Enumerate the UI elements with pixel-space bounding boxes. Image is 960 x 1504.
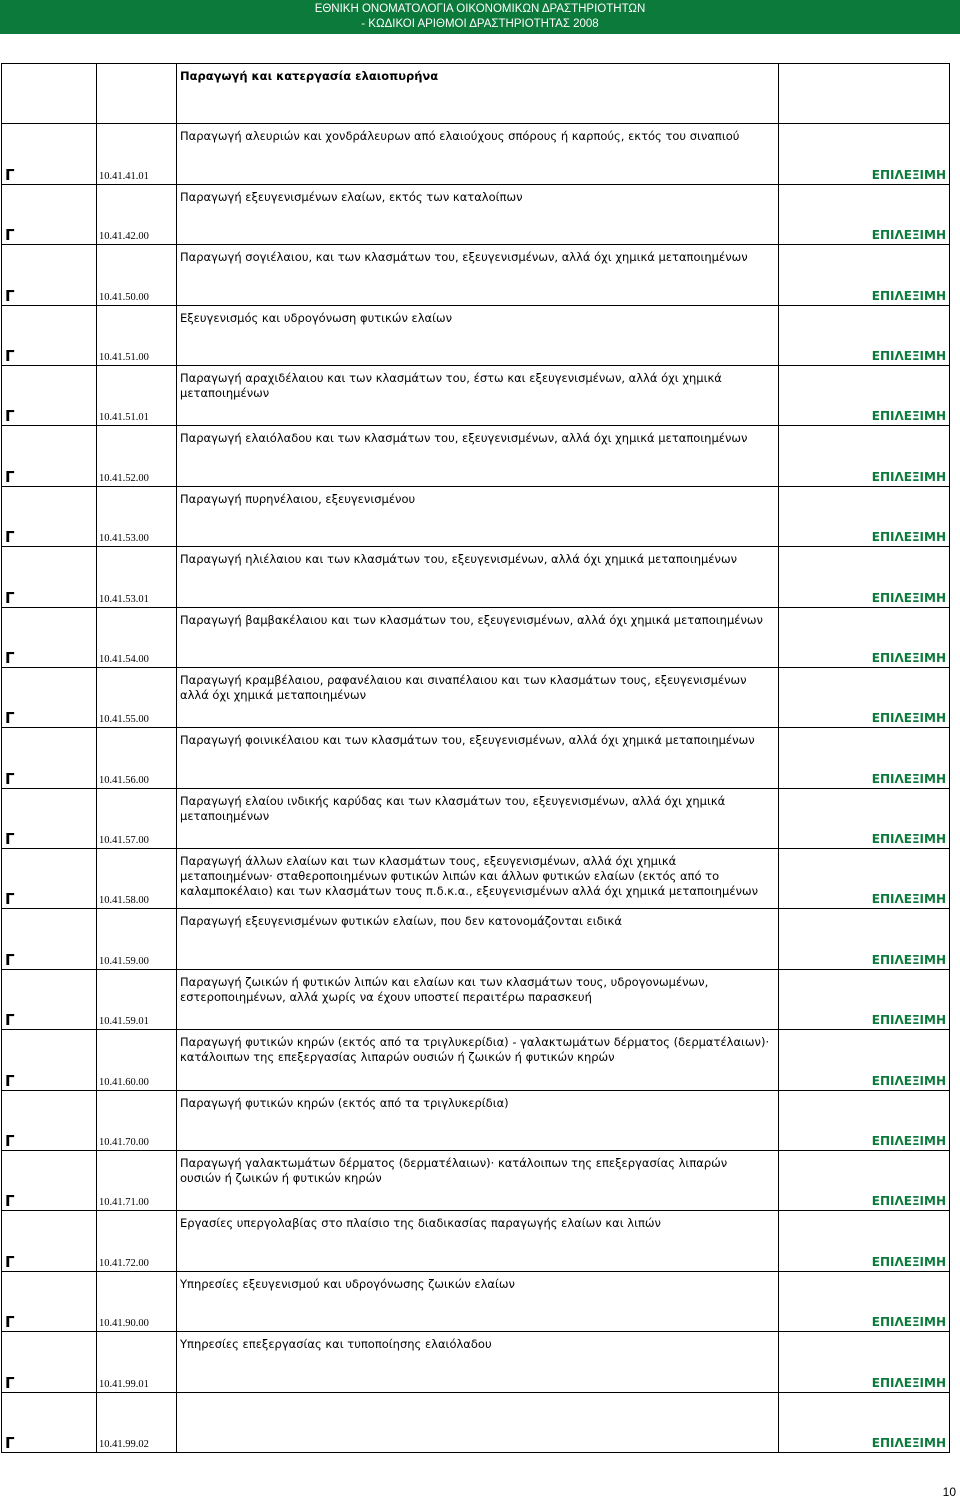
activity-type: Γ [5, 226, 15, 245]
description-cell [177, 909, 779, 969]
activity-type: Γ [5, 1132, 15, 1151]
activity-code: 10.41.53.01 [99, 593, 149, 605]
document-header [0, 0, 960, 34]
code-cell [97, 486, 177, 546]
code-cell [97, 1332, 177, 1392]
activity-code: 10.41.42.00 [99, 231, 149, 243]
eligibility-label: ΕΠΙΛΕΞΙΜΗ [871, 1073, 946, 1088]
eligibility-cell [779, 1392, 950, 1452]
description-cell [177, 1271, 779, 1331]
description-cell [177, 305, 779, 365]
type-cell [2, 1090, 97, 1150]
eligibility-cell [779, 788, 950, 848]
eligibility-label: ΕΠΙΛΕΞΙΜΗ [871, 530, 946, 545]
table-row [2, 245, 950, 305]
eligibility-label: ΕΠΙΛΕΞΙΜΗ [871, 892, 946, 907]
activity-description: Υπηρεσίες εξευγενισμού και υδρογόνωσης ζωικών ελαίων [180, 1276, 515, 1291]
type-cell [2, 1392, 97, 1452]
eligibility-cell [779, 1151, 950, 1211]
activity-description: Υπηρεσίες επεξεργασίας και τυποποίησης ελαιόλαδου [180, 1337, 492, 1352]
table-row [2, 1030, 950, 1090]
table-row [2, 1332, 950, 1392]
header-subtitle: - ΚΩΔΙΚΟΙ ΑΡΙΘΜΟΙ ΔΡΑΣΤΗΡΙΟΤΗΤΑΣ 2008 [361, 18, 599, 30]
activity-description: Παραγωγή εξευγενισμένων φυτικών ελαίων, που δεν κατονομάζονται ειδικά [180, 914, 622, 929]
code-cell [97, 1211, 177, 1271]
activity-type: Γ [5, 528, 15, 547]
code-cell [97, 184, 177, 244]
header-title: ΕΘΝΙΚΗ ΟΝΟΜΑΤΟΛΟΓΙΑ ΟΙΚΟΝΟΜΙΚΩΝ ΔΡΑΣΤΗΡΙΟΤΗΤΩΝ [314, 3, 646, 15]
activity-description: Παραγωγή άλλων ελαίων και των κλασμάτων τους, εξευγενισμένων, αλλά όχι χημικά μεταποιημένων· σταθεροποιημένων φυτικών λιπών και άλλων φυτικών ελαίων (εκτός από το καλαμποκέλαιο) και των κλασμάτων τους π.δ.κ.α., εξευγενισμένων αλλά όχι χημικά μεταποιημένων [180, 854, 759, 899]
table-row [2, 1211, 950, 1271]
activity-code: 10.41.71.00 [99, 1197, 149, 1209]
type-cell [2, 305, 97, 365]
code-cell [97, 245, 177, 305]
activity-description: Εργασίες υπεργολαβίας στο πλαίσιο της διαδικασίας παραγωγής ελαίων και λιπών [180, 1216, 661, 1231]
activity-description: Παραγωγή κραμβέλαιου, ραφανέλαιου και σιναπέλαιου και των κλασμάτων τους, εξευγενισμένων αλλά όχι χημικά μεταποιημένων [180, 672, 747, 702]
eligibility-label: ΕΠΙΛΕΞΙΜΗ [871, 228, 946, 243]
eligibility-label: ΕΠΙΛΕΞΙΜΗ [871, 771, 946, 786]
eligibility-cell [779, 607, 950, 667]
table-row [2, 64, 950, 124]
type-cell [2, 365, 97, 425]
activity-code: 10.41.99.02 [99, 1438, 149, 1450]
code-cell [97, 365, 177, 425]
description-cell [177, 849, 779, 909]
description-cell [177, 667, 779, 727]
activity-codes-table [1, 63, 950, 1453]
eligibility-cell [779, 909, 950, 969]
eligibility-label: ΕΠΙΛΕΞΙΜΗ [871, 711, 946, 726]
activity-code: 10.41.70.00 [99, 1137, 149, 1149]
activity-type: Γ [5, 1252, 15, 1271]
activity-description: Παραγωγή ελαιόλαδου και των κλασμάτων του, εξευγενισμένων, αλλά όχι χημικά μεταποιημένων [180, 431, 748, 446]
activity-type: Γ [5, 830, 15, 849]
table-row [2, 1392, 950, 1452]
activity-description: Παραγωγή φυτικών κηρών (εκτός από τα τριγλυκερίδια) - γαλακτωμάτων δέρματος (δερματέλαιων)· κατάλοιπων της επεξεργασίας λιπαρών ουσιών ή ζωικών ή φυτικών κηρών [180, 1035, 770, 1065]
eligibility-label: ΕΠΙΛΕΞΙΜΗ [871, 1194, 946, 1209]
eligibility-cell [779, 969, 950, 1029]
type-cell [2, 1030, 97, 1090]
activity-type: Γ [5, 346, 15, 365]
page-number: 10 [942, 1485, 956, 1499]
code-cell [97, 64, 177, 124]
code-cell [97, 788, 177, 848]
code-cell [97, 305, 177, 365]
eligibility-cell [779, 1090, 950, 1150]
activity-description: Παραγωγή σογιέλαιου, και των κλασμάτων του, εξευγενισμένων, αλλά όχι χημικά μεταποιημένων [180, 250, 748, 265]
activity-code: 10.41.41.01 [99, 170, 149, 182]
code-cell [97, 728, 177, 788]
description-cell [177, 1030, 779, 1090]
code-cell [97, 849, 177, 909]
table-row [2, 849, 950, 909]
activity-description: Παραγωγή αραχιδέλαιου και των κλασμάτων του, έστω και εξευγενισμένων, αλλά όχι χημικά μεταποιημένων [180, 370, 722, 400]
type-cell [2, 1332, 97, 1392]
eligibility-label: ΕΠΙΛΕΞΙΜΗ [871, 952, 946, 967]
description-cell [177, 184, 779, 244]
table-row [2, 486, 950, 546]
eligibility-cell [779, 64, 950, 124]
code-cell [97, 1030, 177, 1090]
activity-code: 10.41.60.00 [99, 1076, 149, 1088]
type-cell [2, 1271, 97, 1331]
code-cell [97, 1392, 177, 1452]
eligibility-label: ΕΠΙΛΕΞΙΜΗ [871, 288, 946, 303]
eligibility-label: ΕΠΙΛΕΞΙΜΗ [871, 650, 946, 665]
activity-type: Γ [5, 1313, 15, 1332]
type-cell [2, 124, 97, 184]
eligibility-label: ΕΠΙΛΕΞΙΜΗ [871, 348, 946, 363]
activity-code: 10.41.57.00 [99, 835, 149, 847]
activity-type: Γ [5, 165, 15, 184]
eligibility-cell [779, 305, 950, 365]
code-cell [97, 547, 177, 607]
activity-code: 10.41.51.00 [99, 351, 149, 363]
eligibility-label: ΕΠΙΛΕΞΙΜΗ [871, 1013, 946, 1028]
eligibility-cell [779, 184, 950, 244]
description-cell [177, 969, 779, 1029]
table-row [2, 788, 950, 848]
activity-code: 10.41.51.01 [99, 412, 149, 424]
description-cell [177, 124, 779, 184]
activity-type: Γ [5, 1373, 15, 1392]
eligibility-cell [779, 1332, 950, 1392]
type-cell [2, 426, 97, 486]
type-cell [2, 667, 97, 727]
code-cell [97, 607, 177, 667]
type-cell [2, 1151, 97, 1211]
eligibility-label: ΕΠΙΛΕΞΙΜΗ [871, 832, 946, 847]
activity-description: Παραγωγή εξευγενισμένων ελαίων, εκτός των καταλοίπων [180, 189, 523, 204]
activity-type: Γ [5, 467, 15, 486]
code-cell [97, 909, 177, 969]
activity-code: 10.41.56.00 [99, 774, 149, 786]
code-cell [97, 426, 177, 486]
activity-code: 10.41.72.00 [99, 1257, 149, 1269]
description-cell [177, 486, 779, 546]
eligibility-label: ΕΠΙΛΕΞΙΜΗ [871, 1435, 946, 1450]
activity-type: Γ [5, 709, 15, 728]
activity-description: Παραγωγή ζωικών ή φυτικών λιπών και ελαίων και των κλασμάτων τους, υδρογονωμένων, εστεροποιημένων, αλλά χωρίς να έχουν υποστεί περαιτέρω παρασκευή [180, 974, 709, 1004]
description-cell [177, 245, 779, 305]
activity-description: Παραγωγή βαμβακέλαιου και των κλασμάτων του, εξευγενισμένων, αλλά όχι χημικά μεταποιημένων [180, 612, 763, 627]
type-cell [2, 788, 97, 848]
activity-type: Γ [5, 950, 15, 969]
eligibility-label: ΕΠΙΛΕΞΙΜΗ [871, 1254, 946, 1269]
type-cell [2, 969, 97, 1029]
description-cell [177, 547, 779, 607]
eligibility-cell [779, 1211, 950, 1271]
activity-type: Γ [5, 588, 15, 607]
activity-code: 10.41.99.01 [99, 1378, 149, 1390]
code-cell [97, 969, 177, 1029]
activity-type: Γ [5, 769, 15, 788]
activity-description: Παραγωγή αλευριών και χονδράλευρων από ελαιούχους σπόρους ή καρπούς, εκτός του σιναπιού [180, 129, 740, 144]
type-cell [2, 547, 97, 607]
activity-type: Γ [5, 1192, 15, 1211]
type-cell [2, 909, 97, 969]
type-cell [2, 728, 97, 788]
code-cell [97, 1271, 177, 1331]
type-cell [2, 607, 97, 667]
description-cell [177, 365, 779, 425]
eligibility-label: ΕΠΙΛΕΞΙΜΗ [871, 167, 946, 182]
activity-type: Γ [5, 407, 15, 426]
description-cell [177, 607, 779, 667]
activity-description: Παραγωγή φοινικέλαιου και των κλασμάτων του, εξευγενισμένων, αλλά όχι χημικά μεταποιημένων [180, 733, 755, 748]
table-row [2, 1271, 950, 1331]
table-row [2, 969, 950, 1029]
eligibility-cell [779, 849, 950, 909]
description-cell [177, 1151, 779, 1211]
eligibility-cell [779, 426, 950, 486]
table-row [2, 728, 950, 788]
activity-code: 10.41.55.00 [99, 714, 149, 726]
description-cell [177, 1392, 779, 1452]
eligibility-label: ΕΠΙΛΕΞΙΜΗ [871, 1134, 946, 1149]
table-row [2, 426, 950, 486]
eligibility-cell [779, 667, 950, 727]
activity-description: Παραγωγή και κατεργασία ελαιοπυρήνα [180, 69, 439, 83]
description-cell [177, 728, 779, 788]
type-cell [2, 1211, 97, 1271]
type-cell [2, 849, 97, 909]
type-cell [2, 64, 97, 124]
activity-code: 10.41.90.00 [99, 1318, 149, 1330]
eligibility-cell [779, 486, 950, 546]
activity-code: 10.41.54.00 [99, 653, 149, 665]
eligibility-cell [779, 1030, 950, 1090]
activity-type: Γ [5, 890, 15, 909]
table-row [2, 909, 950, 969]
code-cell [97, 124, 177, 184]
activity-code: 10.41.58.00 [99, 895, 149, 907]
table-row [2, 184, 950, 244]
eligibility-label: ΕΠΙΛΕΞΙΜΗ [871, 1315, 946, 1330]
activity-code: 10.41.50.00 [99, 291, 149, 303]
eligibility-cell [779, 1271, 950, 1331]
activity-type: Γ [5, 648, 15, 667]
eligibility-label: ΕΠΙΛΕΞΙΜΗ [871, 469, 946, 484]
activity-code: 10.41.52.00 [99, 472, 149, 484]
description-cell [177, 1090, 779, 1150]
activity-type: Γ [5, 1071, 15, 1090]
table-row [2, 305, 950, 365]
eligibility-cell [779, 245, 950, 305]
description-cell [177, 64, 779, 124]
type-cell [2, 486, 97, 546]
table-row [2, 547, 950, 607]
description-cell [177, 788, 779, 848]
activity-type: Γ [5, 286, 15, 305]
activity-type: Γ [5, 1433, 15, 1452]
eligibility-cell [779, 124, 950, 184]
description-cell [177, 426, 779, 486]
activity-code: 10.41.53.00 [99, 533, 149, 545]
eligibility-label: ΕΠΙΛΕΞΙΜΗ [871, 590, 946, 605]
type-cell [2, 245, 97, 305]
activity-type: Γ [5, 1011, 15, 1030]
activity-description: Παραγωγή ηλιέλαιου και των κλασμάτων του, εξευγενισμένων, αλλά όχι χημικά μεταποιημένων [180, 552, 738, 567]
activity-code: 10.41.59.01 [99, 1016, 149, 1028]
eligibility-cell [779, 547, 950, 607]
activity-description: Παραγωγή πυρηνέλαιου, εξευγενισμένου [180, 491, 416, 506]
code-cell [97, 1151, 177, 1211]
eligibility-cell [779, 728, 950, 788]
activity-description: Παραγωγή γαλακτωμάτων δέρματος (δερματέλαιων)· κατάλοιπων της επεξεργασίας λιπαρών ουσιών ή ζωικών ή φυτικών κηρών [180, 1156, 728, 1186]
description-cell [177, 1332, 779, 1392]
activity-code: 10.41.59.00 [99, 955, 149, 967]
eligibility-label: ΕΠΙΛΕΞΙΜΗ [871, 1375, 946, 1390]
table-row [2, 124, 950, 184]
table-row [2, 607, 950, 667]
table-row [2, 1090, 950, 1150]
activity-description: Παραγωγή φυτικών κηρών (εκτός από τα τριγλυκερίδια) [180, 1095, 509, 1110]
eligibility-cell [779, 365, 950, 425]
type-cell [2, 184, 97, 244]
eligibility-label: ΕΠΙΛΕΞΙΜΗ [871, 409, 946, 424]
code-cell [97, 1090, 177, 1150]
code-cell [97, 667, 177, 727]
activity-description: Παραγωγή ελαίου ινδικής καρύδας και των κλασμάτων του, εξευγενισμένων, αλλά όχι χημικά μεταποιημένων [180, 793, 726, 823]
description-cell [177, 1211, 779, 1271]
activity-description: Εξευγενισμός και υδρογόνωση φυτικών ελαίων [180, 310, 453, 325]
table-row [2, 365, 950, 425]
table-row [2, 1151, 950, 1211]
table-row [2, 667, 950, 727]
